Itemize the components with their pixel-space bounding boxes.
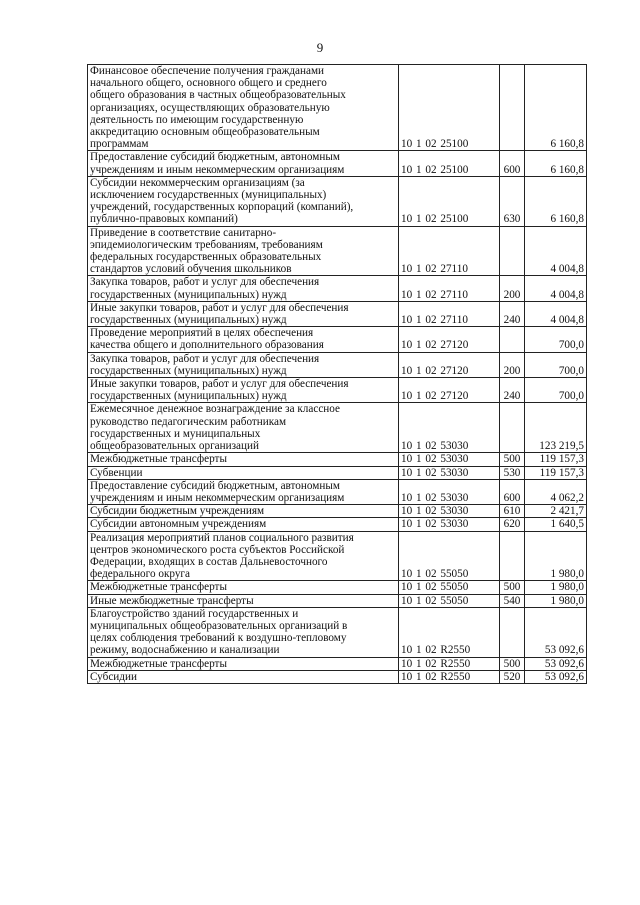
- row-name: Субсидии некоммерческим организациям (за исключением государственных (муниципальных) учреждений, государственных корпораций (компаний), публично-правовых компаний): [88, 176, 399, 226]
- row-sum: 6 160,8: [525, 176, 587, 226]
- row-sum: 700,0: [525, 327, 587, 352]
- row-vr: [500, 327, 525, 352]
- row-code: 10 1 02 27120: [399, 352, 500, 377]
- row-name: Ежемесячное денежное вознаграждение за классное руководство педагогическим работникам государственных и муниципальных общеобразовательных организаций: [88, 403, 399, 453]
- table-row: [88, 479, 587, 504]
- table-row: [88, 176, 587, 226]
- table-row: [88, 327, 587, 352]
- row-sum: 53 092,6: [525, 670, 587, 683]
- row-code: 10 1 02 27110: [399, 226, 500, 276]
- row-name: Благоустройство зданий государственных и муниципальных общеобразовательных организаций в целях соблюдения требований к воздушно-тепловому режиму, водоснабжению и канализации: [88, 607, 399, 657]
- row-name: Закупка товаров, работ и услуг для обеспечения государственных (муниципальных) нужд: [88, 276, 399, 301]
- row-sum: 53 092,6: [525, 607, 587, 657]
- budget-table-body: [88, 65, 587, 684]
- row-vr: 610: [500, 505, 525, 518]
- row-vr: 520: [500, 670, 525, 683]
- row-code: 10 1 02 53030: [399, 466, 500, 479]
- row-name: Иные закупки товаров, работ и услуг для обеспечения государственных (муниципальных) нужд: [88, 301, 399, 326]
- table-row: [88, 151, 587, 176]
- row-code: 10 1 02 53030: [399, 453, 500, 466]
- row-sum: 4 062,2: [525, 479, 587, 504]
- row-name: Субвенции: [88, 466, 399, 479]
- row-name: Реализация мероприятий планов социального развития центров экономического роста субъектов Российской Федерации, входящих в состав Дальневосточного федерального округа: [88, 531, 399, 581]
- table-row: [88, 276, 587, 301]
- row-name: Проведение мероприятий в целях обеспечения качества общего и дополнительного образования: [88, 327, 399, 352]
- row-name: Предоставление субсидий бюджетным, автономным учреждениям и иным некоммерческим организациям: [88, 151, 399, 176]
- row-name: Иные межбюджетные трансферты: [88, 594, 399, 607]
- row-vr: [500, 65, 525, 151]
- table-row: [88, 403, 587, 453]
- row-code: 10 1 02 53030: [399, 505, 500, 518]
- row-code: 10 1 02 53030: [399, 518, 500, 531]
- page-number: 9: [316, 40, 324, 55]
- row-name: Субсидии автономным учреждениям: [88, 518, 399, 531]
- table-row: [88, 670, 587, 683]
- row-code: 10 1 02 27120: [399, 378, 500, 403]
- row-vr: 630: [500, 176, 525, 226]
- table-row: [88, 301, 587, 326]
- row-sum: 53 092,6: [525, 657, 587, 670]
- row-code: 10 1 02 53030: [399, 403, 500, 453]
- row-sum: 1 980,0: [525, 531, 587, 581]
- row-vr: 500: [500, 453, 525, 466]
- row-name: Закупка товаров, работ и услуг для обеспечения государственных (муниципальных) нужд: [88, 352, 399, 377]
- table-row: [88, 505, 587, 518]
- table-row: [88, 657, 587, 670]
- row-name: Субсидии: [88, 670, 399, 683]
- row-name: Межбюджетные трансферты: [88, 453, 399, 466]
- table-row: [88, 518, 587, 531]
- row-code: 10 1 02 27110: [399, 301, 500, 326]
- row-code: 10 1 02 R2550: [399, 607, 500, 657]
- row-vr: 500: [500, 581, 525, 594]
- row-name: Финансовое обеспечение получения гражданами начального общего, основного общего и среднего общего образования в частных общеобразовательных организациях, осуществляющих образовательную деятельность по имеющим государственную аккредитацию основным общеобразовательным программам: [88, 65, 399, 151]
- table-row: [88, 65, 587, 151]
- row-code: 10 1 02 25100: [399, 65, 500, 151]
- row-sum: 1 640,5: [525, 518, 587, 531]
- row-sum: 1 980,0: [525, 581, 587, 594]
- row-name: Предоставление субсидий бюджетным, автономным учреждениям и иным некоммерческим организациям: [88, 479, 399, 504]
- row-vr: [500, 403, 525, 453]
- table-row: [88, 607, 587, 657]
- row-code: 10 1 02 R2550: [399, 657, 500, 670]
- row-vr: [500, 607, 525, 657]
- table-row: [88, 594, 587, 607]
- row-sum: 700,0: [525, 352, 587, 377]
- row-name: Иные закупки товаров, работ и услуг для обеспечения государственных (муниципальных) нужд: [88, 378, 399, 403]
- row-vr: 530: [500, 466, 525, 479]
- row-code: 10 1 02 53030: [399, 479, 500, 504]
- row-vr: 500: [500, 657, 525, 670]
- row-vr: [500, 531, 525, 581]
- table-row: [88, 378, 587, 403]
- row-sum: 6 160,8: [525, 151, 587, 176]
- row-vr: 540: [500, 594, 525, 607]
- row-code: 10 1 02 55050: [399, 581, 500, 594]
- table-row: [88, 466, 587, 479]
- row-code: 10 1 02 55050: [399, 531, 500, 581]
- table-row: [88, 226, 587, 276]
- table-row: [88, 352, 587, 377]
- row-vr: 200: [500, 276, 525, 301]
- row-sum: 4 004,8: [525, 301, 587, 326]
- row-vr: 200: [500, 352, 525, 377]
- row-sum: 2 421,7: [525, 505, 587, 518]
- row-vr: 240: [500, 301, 525, 326]
- row-name: Приведение в соответствие санитарно- эпидемиологическим требованиям, требованиям федеральных государственных образовательных стандартов условий обучения школьников: [88, 226, 399, 276]
- row-vr: 600: [500, 151, 525, 176]
- table-row: [88, 531, 587, 581]
- row-vr: 240: [500, 378, 525, 403]
- row-name: Субсидии бюджетным учреждениям: [88, 505, 399, 518]
- row-sum: 119 157,3: [525, 453, 587, 466]
- row-sum: 4 004,8: [525, 276, 587, 301]
- budget-table: [87, 64, 587, 684]
- row-vr: 620: [500, 518, 525, 531]
- row-sum: 6 160,8: [525, 65, 587, 151]
- row-code: 10 1 02 27110: [399, 276, 500, 301]
- table-row: [88, 453, 587, 466]
- row-code: 10 1 02 25100: [399, 151, 500, 176]
- row-sum: 700,0: [525, 378, 587, 403]
- row-code: 10 1 02 27120: [399, 327, 500, 352]
- table-row: [88, 581, 587, 594]
- row-code: 10 1 02 25100: [399, 176, 500, 226]
- row-sum: 123 219,5: [525, 403, 587, 453]
- row-sum: 1 980,0: [525, 594, 587, 607]
- row-code: 10 1 02 55050: [399, 594, 500, 607]
- row-name: Межбюджетные трансферты: [88, 657, 399, 670]
- row-code: 10 1 02 R2550: [399, 670, 500, 683]
- row-sum: 4 004,8: [525, 226, 587, 276]
- row-sum: 119 157,3: [525, 466, 587, 479]
- row-name: Межбюджетные трансферты: [88, 581, 399, 594]
- row-vr: 600: [500, 479, 525, 504]
- row-vr: [500, 226, 525, 276]
